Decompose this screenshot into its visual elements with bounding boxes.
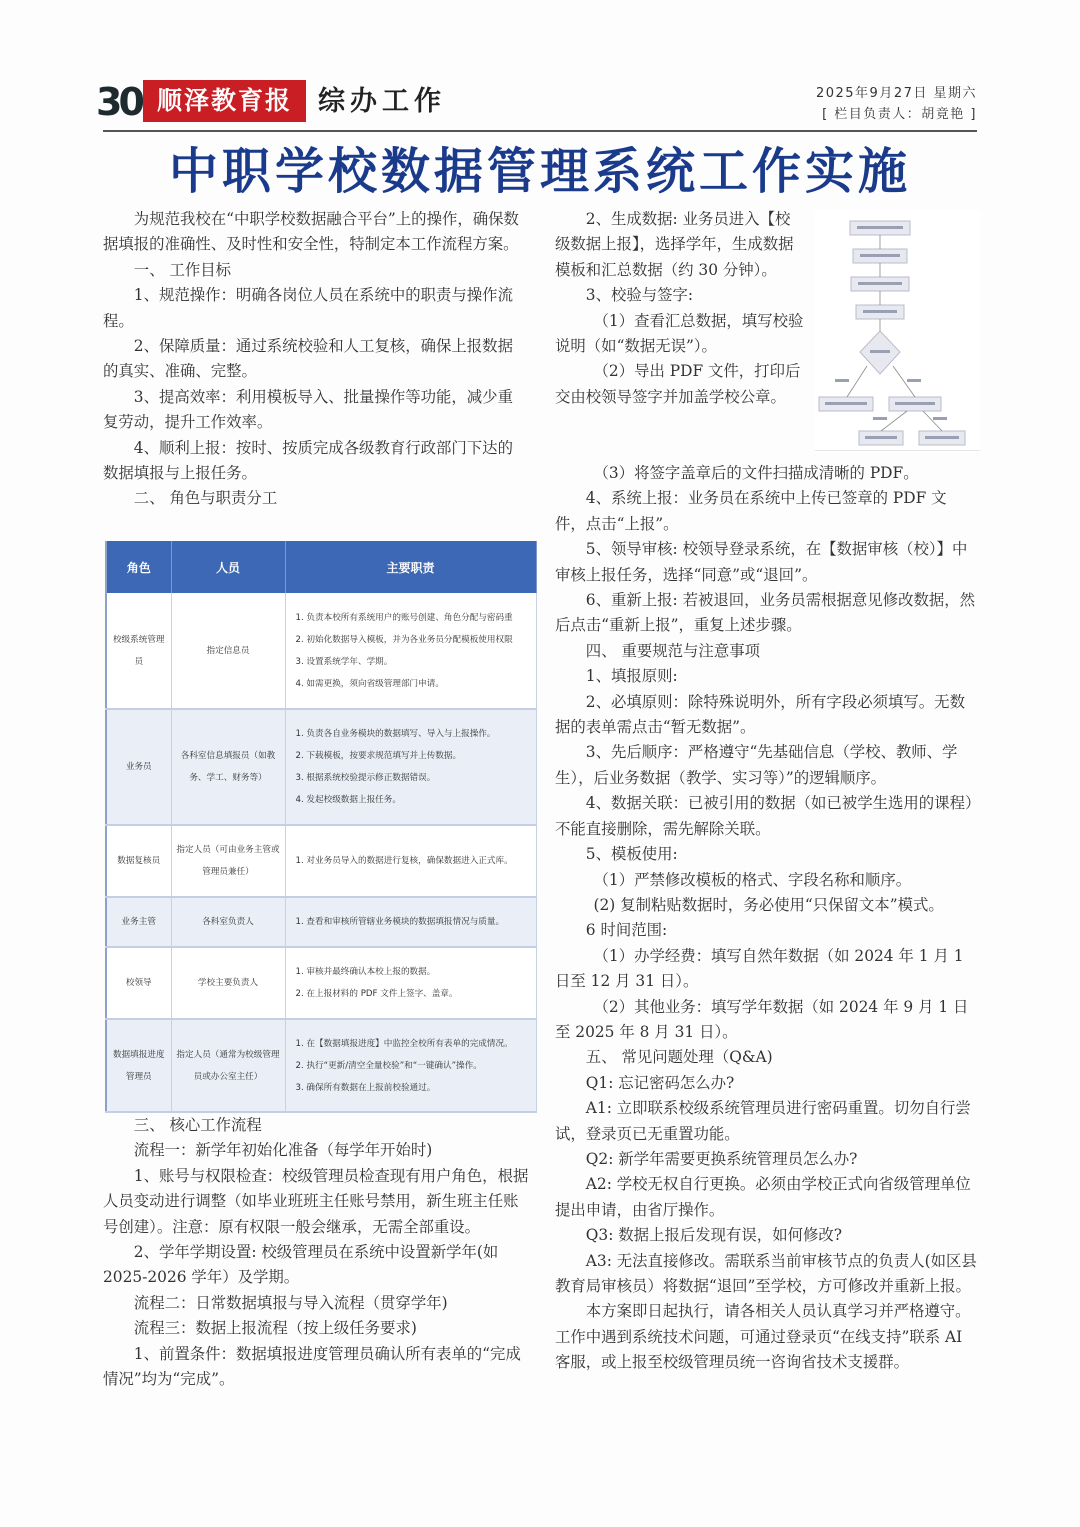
table-row: [106, 1019, 536, 1112]
table-row: [106, 897, 536, 947]
left-column-workflow: [103, 1113, 533, 1392]
section-heading: 一、 工作目标: [133, 260, 232, 279]
duty-item: 1. 审核并最终确认本校上报的数据。: [295, 967, 436, 977]
section-heading: 二、 角色与职责分工: [133, 489, 278, 508]
paragraph: 2、生成数据: 业务员进入【校级数据上报】，选择学年，生成数据模板和汇总数据（约 30 分钟）。: [555, 210, 794, 279]
paragraph: 2、学年学期设置: 校级管理员在系统中设置新学年(如 2025-2026 学年）及学期。: [103, 1243, 499, 1287]
table-header-row: [106, 541, 536, 593]
staff-cell: 各科室信息填报员（如教务、学工、财务等）: [171, 709, 285, 825]
paragraph: 4、数据关联：已被引用的数据（如已被学生选用的课程）不能直接删除，需先解除关联。: [555, 794, 973, 838]
paragraph: 流程一：新学年初始化准备（每学年开始时): [133, 1141, 433, 1160]
left-column-intro: [103, 207, 521, 512]
paragraph: 1、前置条件：数据填报进度管理员确认所有表单的“完成情况”均为“完成”。: [103, 1344, 521, 1389]
flowchart-diagram: [815, 210, 980, 453]
answer: A3: 无法直接修改。需联系当前审核节点的负责人(如区县教育局审核员）将数据“退回”至学校，方可修改并重新上报。: [555, 1251, 977, 1295]
paragraph: （3）将签字盖章后的文件扫描成清晰的 PDF。: [593, 464, 919, 482]
staff-cell: 学校主要负责人: [171, 947, 285, 1019]
duties-cell: [285, 593, 536, 709]
paragraph: 流程三：数据上报流程（按上级任务要求): [133, 1319, 417, 1338]
table-row: [106, 709, 536, 825]
closing-paragraph: 本方案即日起执行，请各相关人员认真学习并严格遵守。工作中遇到系统技术问题，可通过登录页“在线支持”联系 AI 客服，或上报至校级管理员统一咨询省技术支援群。: [555, 1302, 971, 1372]
duty-item: 2. 在上报材料的 PDF 文件上签字、盖章。: [295, 989, 458, 999]
role-cell: 校领导: [106, 947, 171, 1019]
paragraph: 6、重新上报: 若被退回，业务员需根据意见修改数据，然后点击“重新上报”，重复上述步骤。: [555, 591, 976, 635]
paragraph: 5、领导审核: 校领导登录系统，在【数据审核（校）】中审核上报任务，选择“同意”或“退回”。: [555, 540, 968, 584]
paragraph: 3、先后顺序：严格遵守“先基础信息（学校、教师、学生），后业务数据（教学、实习等）”的逻辑顺序。: [555, 743, 958, 787]
role-cell: 数据复核员: [106, 825, 171, 897]
paragraph: （1）严禁修改模板的格式、字段名称和顺序。: [593, 870, 912, 889]
paragraph: 流程二：日常数据填报与导入流程（贯穿学年): [133, 1293, 448, 1312]
duty-item: 4. 发起校级数据上报任务。: [295, 795, 401, 805]
answer: A2: 学校无权自行更换。必须由学校正式向省级管理单位提出申请，由省厅操作。: [555, 1175, 971, 1219]
right-column-top: [555, 207, 805, 410]
staff-cell: 各科室负责人: [171, 897, 285, 947]
role-cell: 校级系统管理员: [106, 593, 171, 709]
column-name: 综办工作: [318, 86, 446, 117]
paragraph: 4、顺利上报：按时、按质完成各级教育行政部门下达的数据填报与上报任务。: [103, 438, 513, 483]
paragraph: 2、必填原则：除特殊说明外，所有字段必须填写。无数据的表单需点击“暂无数据”。: [555, 692, 965, 737]
page-headline: 中职学校数据管理系统工作实施: [168, 143, 911, 200]
duty-item: 2. 下载模板，按要求规范填写并上传数据。: [295, 751, 462, 761]
paragraph: （2）导出 PDF 文件，打印后交由校领导签字并加盖学校公章。: [555, 362, 801, 406]
duty-item: 1. 负责本校所有系统用户的账号创建、角色分配与密码重: [295, 612, 513, 623]
paragraph: 1、账号与权限检查：校级管理员检查现有用户角色，根据人员变动进行调整（如毕业班班主任账号禁用，新生班主任账号创建）。注意：原有权限一般会继承，无需全部重设。: [103, 1166, 529, 1236]
duty-item: 3. 根据系统校验提示修正数据错误。: [295, 773, 436, 783]
duty-item: 2. 执行“更新/清空全量校验”和“一键确认”操作。: [295, 1060, 482, 1071]
paragraph: （2）其他业务：填写学年数据（如 2024 年 9 月 1 日至 2025 年 8 月 31 日）。: [555, 997, 969, 1041]
paragraph: （1）查看汇总数据，填写校验说明（如“数据无误”）。: [555, 311, 804, 356]
page-number: 30: [96, 80, 141, 124]
duty-item: 3. 确保所有数据在上报前校验通过。: [295, 1082, 436, 1093]
paragraph: 2、保障质量：通过系统校验和人工复核，确保上报数据的真实、准确、完整。: [103, 337, 513, 381]
header-role: 角色: [106, 541, 171, 593]
header-duties: 主要职责: [285, 541, 536, 593]
role-cell: 数据填报进度管理员: [106, 1019, 171, 1112]
duties-cell: [285, 897, 536, 947]
section-heading: 三、 核心工作流程: [133, 1116, 262, 1134]
section-heading: 五、 常见问题处理（Q&A): [585, 1048, 773, 1067]
paragraph: 3、校验与签字:: [585, 286, 694, 305]
paragraph: 3、提高效率：利用模板导入、批量操作等功能，减少重复劳动，提升工作效率。: [103, 387, 513, 432]
newspaper-logo: 顺泽教育报: [143, 80, 306, 122]
duty-item: 1. 负责各自业务模块的数据填写、导入与上报操作。: [295, 729, 496, 739]
workflow-flowchart: [815, 210, 980, 453]
roles-table: [105, 541, 537, 1113]
role-cell: 业务主管: [106, 897, 171, 947]
masthead-divider: [103, 130, 977, 132]
duties-cell: [285, 1019, 536, 1112]
duties-cell: [285, 825, 536, 897]
answer: A1: 立即联系校级系统管理员进行密码重置。切勿自行尝试，登录页已无重置功能。: [555, 1099, 971, 1143]
header-staff: 人员: [171, 541, 285, 593]
duty-item: 4. 如需更换，须向省级管理部门申请。: [295, 678, 444, 689]
paragraph: 4、系统上报：业务员在系统中上传已签章的 PDF 文件，点击“上报”。: [555, 489, 947, 533]
question: Q3: 数据上报后发现有误，如何修改?: [585, 1226, 843, 1245]
paragraph: 5、模板使用:: [585, 845, 678, 864]
staff-cell: 指定人员（通常为校级管理员或办公室主任）: [171, 1019, 285, 1112]
question: Q1: 忘记密码怎么办?: [585, 1073, 735, 1092]
section-heading: 四、 重要规范与注意事项: [585, 641, 760, 660]
table-row: [106, 947, 536, 1019]
duties-cell: [285, 947, 536, 1019]
duty-item: 1. 在【数据填报进度】中监控全校所有表单的完成情况。: [295, 1038, 513, 1049]
staff-cell: 指定人员（可由业务主管或管理员兼任）: [171, 825, 285, 897]
duty-item: 1. 对业务员导入的数据进行复核，确保数据进入正式库。: [295, 856, 513, 866]
table-row: [106, 825, 536, 897]
paragraph: 6 时间范围:: [585, 921, 668, 940]
table-row: [106, 593, 536, 709]
duty-item: 2. 初始化数据导入模板，并为各业务员分配模板使用权限: [295, 634, 513, 645]
paragraph: 为规范我校在“中职学校数据融合平台”上的操作，确保数据填报的准确性、及时性和安全性，特制定本工作流程方案。: [103, 210, 519, 254]
column-editor: [ 栏目负责人：胡竟艳 ]: [822, 107, 977, 122]
paragraph: （1）办学经费：填写自然年数据（如 2024 年 1 月 1 日至 12 月 31 日）。: [555, 946, 964, 991]
paragraph: (2) 复制粘贴数据时，务必使用“只保留文本”模式。: [593, 895, 944, 914]
role-cell: 业务员: [106, 709, 171, 825]
duty-item: 3. 设置系统学年、学期。: [295, 656, 393, 667]
issue-date: 2025年9月27日 星期六: [815, 86, 977, 101]
paragraph: 1、规范操作：明确各岗位人员在系统中的职责与操作流程。: [103, 286, 513, 330]
staff-cell: 指定信息员: [171, 593, 285, 709]
right-column: [555, 461, 977, 1376]
paragraph: 1、填报原则:: [585, 667, 678, 686]
question: Q2: 新学年需要更换系统管理员怎么办?: [585, 1149, 858, 1168]
flowchart-divider: [815, 450, 980, 451]
duties-cell: [285, 709, 536, 825]
duty-item: 1. 查看和审核所管辖业务模块的数据填报情况与质量。: [295, 917, 505, 927]
